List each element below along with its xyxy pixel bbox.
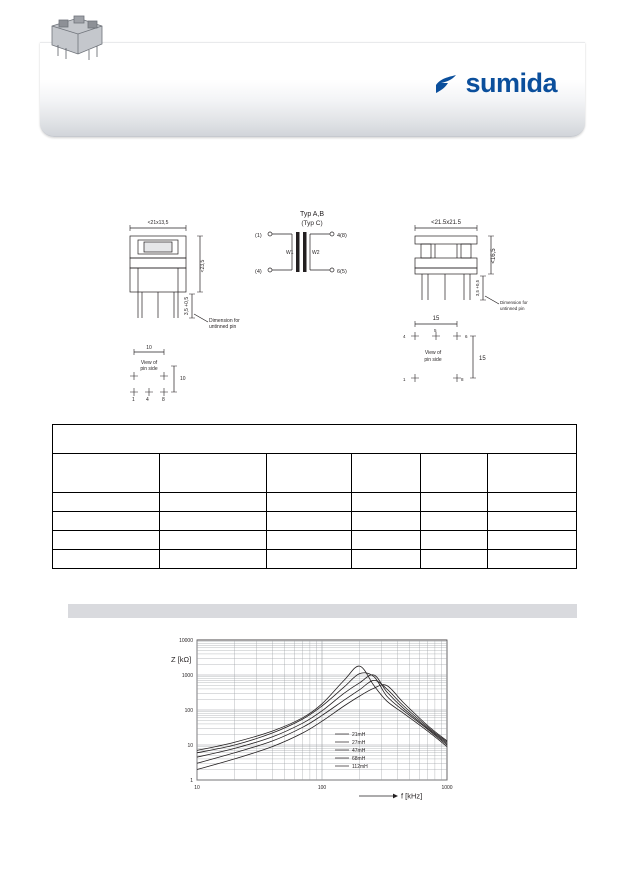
left-pin-dimension: 3,5 +0,5 bbox=[184, 296, 190, 316]
chart-y-tick: 1 bbox=[190, 778, 193, 784]
table-row bbox=[53, 493, 577, 512]
table-header-cell bbox=[488, 454, 577, 493]
table-header-row bbox=[53, 454, 577, 493]
right-dim-side: 15 bbox=[479, 356, 486, 362]
table-cell bbox=[352, 531, 421, 550]
chart-y-axis-label: Z [kΩ] bbox=[171, 655, 192, 664]
sumida-swoosh-icon bbox=[434, 72, 458, 96]
table-header-cell bbox=[53, 454, 160, 493]
table-cell bbox=[267, 550, 352, 569]
schematic-terminal-4-8: 4(8) bbox=[337, 233, 347, 239]
table-cell bbox=[160, 493, 267, 512]
table-header-cell bbox=[160, 454, 267, 493]
dimension-drawings bbox=[40, 198, 585, 403]
table-cell bbox=[267, 512, 352, 531]
brand-logo bbox=[434, 68, 557, 99]
table-cell bbox=[53, 493, 160, 512]
schematic-w1: W1 bbox=[286, 250, 294, 256]
left-pitch-side: 10 bbox=[180, 376, 186, 382]
chart-x-axis-label: f [kHz] bbox=[401, 791, 423, 801]
right-pin-dimension: 3,5 +0,5 bbox=[475, 279, 480, 297]
table-row bbox=[53, 550, 577, 569]
left-top-dimension: <21x13,5 bbox=[147, 220, 169, 226]
legend-label: 47mH bbox=[352, 748, 366, 754]
table-cell bbox=[352, 512, 421, 531]
table-title bbox=[53, 425, 577, 454]
table-cell bbox=[53, 550, 160, 569]
left-pin-label-3: 8 bbox=[162, 397, 165, 403]
table-cell bbox=[160, 531, 267, 550]
table-row bbox=[53, 531, 577, 550]
table-cell bbox=[421, 550, 488, 569]
right-pin-label-1: 1 bbox=[403, 377, 406, 382]
table-row bbox=[53, 512, 577, 531]
table-cell bbox=[352, 493, 421, 512]
right-side-dimension: <16,5 bbox=[491, 248, 497, 264]
right-pin-label-6: 6 bbox=[465, 334, 468, 339]
chart-x-axis-label-group bbox=[359, 792, 422, 801]
table-cell bbox=[421, 531, 488, 550]
legend-label: 21mH bbox=[352, 732, 366, 738]
schematic-w2: W2 bbox=[312, 250, 320, 256]
legend-label: 112mH bbox=[352, 764, 368, 770]
table-cell bbox=[267, 531, 352, 550]
right-view-label-1: View of bbox=[424, 350, 442, 356]
chart-x-tick: 100 bbox=[317, 785, 327, 791]
table-cell bbox=[488, 550, 577, 569]
drawing-schematic bbox=[252, 206, 372, 311]
table-cell bbox=[488, 512, 577, 531]
table-cell bbox=[53, 531, 160, 550]
table-header-cell bbox=[267, 454, 352, 493]
chart-y-tick: 10000 bbox=[179, 638, 193, 644]
left-pin-label-2: 4 bbox=[146, 397, 149, 403]
table-cell bbox=[421, 512, 488, 531]
left-side-dimension: <23,5 bbox=[200, 259, 206, 273]
table-cell bbox=[488, 493, 577, 512]
chart-x-tick: 1000 bbox=[441, 785, 453, 791]
right-top-dimension: <21.5x21.5 bbox=[431, 220, 461, 226]
chart-y-tick: 100 bbox=[184, 708, 193, 714]
right-pin-label-8: 8 bbox=[461, 377, 464, 382]
schematic-type-2: (Typ C) bbox=[301, 220, 323, 227]
drawing-front-view bbox=[108, 206, 248, 401]
right-pin-label-4: 4 bbox=[403, 334, 406, 339]
chart-x-tick: 10 bbox=[194, 785, 200, 791]
table-header-cell bbox=[421, 454, 488, 493]
table-title-row bbox=[53, 425, 577, 454]
impedance-chart bbox=[137, 628, 477, 806]
table-cell bbox=[267, 493, 352, 512]
table-cell bbox=[352, 550, 421, 569]
page-header bbox=[40, 14, 585, 134]
table-cell bbox=[160, 550, 267, 569]
brand-name: sumida bbox=[465, 68, 557, 98]
right-pin-label-5: 5 bbox=[434, 328, 437, 333]
table-header-cell bbox=[352, 454, 421, 493]
left-untinned-note-1: Dimension for bbox=[209, 318, 240, 324]
specification-table bbox=[52, 424, 577, 569]
schematic-terminal-6-5: 6(5) bbox=[337, 269, 347, 275]
chart-y-tick: 10 bbox=[187, 743, 193, 749]
left-untinned-note-2: untinned pin bbox=[209, 324, 237, 330]
section-divider-bar bbox=[68, 604, 577, 618]
table-cell bbox=[488, 531, 577, 550]
schematic-terminal-1: (1) bbox=[255, 233, 262, 239]
legend-label: 68mH bbox=[352, 756, 366, 762]
schematic-terminal-4: (4) bbox=[255, 269, 262, 275]
chart-y-tick: 1000 bbox=[181, 673, 193, 679]
right-untinned-note-2: untinned pin bbox=[500, 306, 525, 311]
component-photo bbox=[44, 14, 110, 62]
legend-label: 27mH bbox=[352, 740, 366, 746]
drawing-side-view bbox=[395, 206, 575, 401]
table-cell bbox=[421, 493, 488, 512]
left-view-label-1: View of bbox=[140, 360, 158, 366]
schematic-type-1: Typ A,B bbox=[299, 211, 325, 218]
left-view-label-2: pin side bbox=[140, 366, 158, 372]
right-view-label-2: pin side bbox=[424, 357, 442, 363]
right-untinned-note-1: Dimension for bbox=[500, 300, 528, 305]
table-cell bbox=[53, 512, 160, 531]
right-dim-top: 15 bbox=[432, 316, 440, 322]
left-pitch-top: 10 bbox=[146, 345, 152, 351]
table-cell bbox=[160, 512, 267, 531]
left-pin-label-1: 1 bbox=[132, 397, 135, 403]
